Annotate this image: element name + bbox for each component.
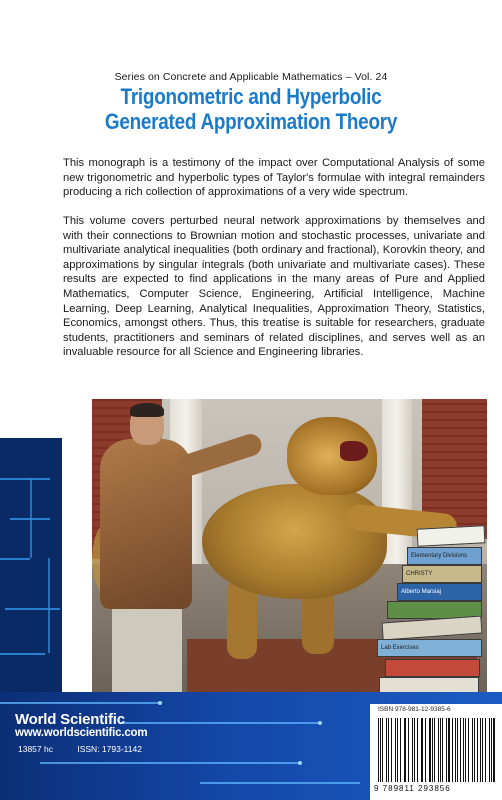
publisher-name: World Scientific [15,711,125,728]
title-line-2: Generated Approximation Theory [104,109,398,134]
series-name: Series on Concrete and Applicable Mathematics – Vol. 24 [114,71,388,83]
barcode-bar [457,718,458,782]
barcode-bar [455,718,456,782]
title-line-1: Trigonometric and Hyperbolic [120,84,382,109]
book-spine [417,525,486,547]
barcode-bar [480,718,481,782]
barcode-bar [421,718,422,782]
barcode-bar [465,718,466,782]
barcode-bar [468,718,469,782]
barcode-bar [460,718,461,782]
book-spine: CHRISTY [402,565,482,583]
barcode-bar [489,718,490,782]
book-spine [381,616,482,641]
barcode-bar [432,718,433,782]
barcode-bar [472,718,474,782]
barcode-bar [477,718,478,782]
barcode-bar [400,718,401,782]
barcode-bar [482,718,483,782]
barcode-bar [434,718,435,782]
barcode-bar [417,718,418,782]
barcode-bar [378,718,379,782]
barcode-bar [463,718,464,782]
barcode-bar [414,718,415,782]
barcode-bar [388,718,390,782]
product-code: 13857 hc [18,744,53,754]
barcode-bar [438,718,439,782]
barcode-bar [386,718,387,782]
barcode-bar [474,718,475,782]
barcode-bar [405,718,406,782]
barcode-bar [395,718,396,782]
book-spine: Alberto Marsiaj [397,583,482,601]
barcode-bar [429,718,431,782]
man-trousers [112,604,182,692]
barcode-bar [452,718,453,782]
book-title [35,84,467,134]
barcode-bar [380,718,381,782]
tiger-mouth [340,441,368,461]
blurb-paragraph-2: This volume covers perturbed neural network approximations by themselves and with their connections to Brownian motion and stochastic processes, univariate and multivariate analytical inequalities (both ordinary and fractional), Korovkin theory, and approximations by singular integrals (both univariate and multivariate cases). These results are expected to find applications in the many areas of Pure and Applied Mathematics, Computer Science, Engineering, Artificial Intelligence, Machine Learning, Deep Learning, Analytical Inequalities, Approximation Theory, Statistics, Economics, amongst others. Thus, this treatise is suitable for researchers, graduate students, practitioners and seminars of related disciplines, and serves well as an invaluable resource for all Science and Engineering libraries. [63,215,485,359]
barcode-bar [422,718,423,782]
isbn-barcode [370,704,502,800]
barcode-bar [408,718,410,782]
barcode-bar [485,718,486,782]
barcode-bar [440,718,441,782]
barcode-digits: 9 789811 293856 [374,784,451,793]
book-stack [377,527,487,692]
barcode-bar [382,718,383,782]
barcode-bar [425,718,426,782]
barcode-bar [448,718,450,782]
man-hair [130,403,164,417]
barcode-bar [446,718,447,782]
book-spine: Lab Exercises [377,639,482,657]
tiger-statue-body [202,484,387,599]
publisher-codes [18,744,164,754]
blurb-paragraph-1: This monograph is a testimony of the impact over Computational Analysis of some new trigonometric and hyperbolic types of Taylor's formulae with integral remainders producing a rich collection of approximations of a very wide spectrum. [63,157,485,199]
barcode-bar [412,718,413,782]
barcode-bar [493,718,495,782]
man-jacket [100,439,192,609]
book-spine [385,659,480,677]
book-spine: Elementary Divisions [407,547,482,565]
publisher-url[interactable]: www.worldscientific.com [15,727,148,739]
barcode-bar [397,718,398,782]
barcode-bars [378,718,498,782]
barcode-bar [404,718,405,782]
book-spine [379,677,479,692]
barcode-bar [442,718,443,782]
barcode-bar [491,718,492,782]
series-issn: ISSN: 1793-1142 [77,744,142,754]
barcode-bar [391,718,392,782]
isbn-label: ISBN 978-981-12-9385-6 [378,706,451,713]
author-photo [92,399,487,692]
